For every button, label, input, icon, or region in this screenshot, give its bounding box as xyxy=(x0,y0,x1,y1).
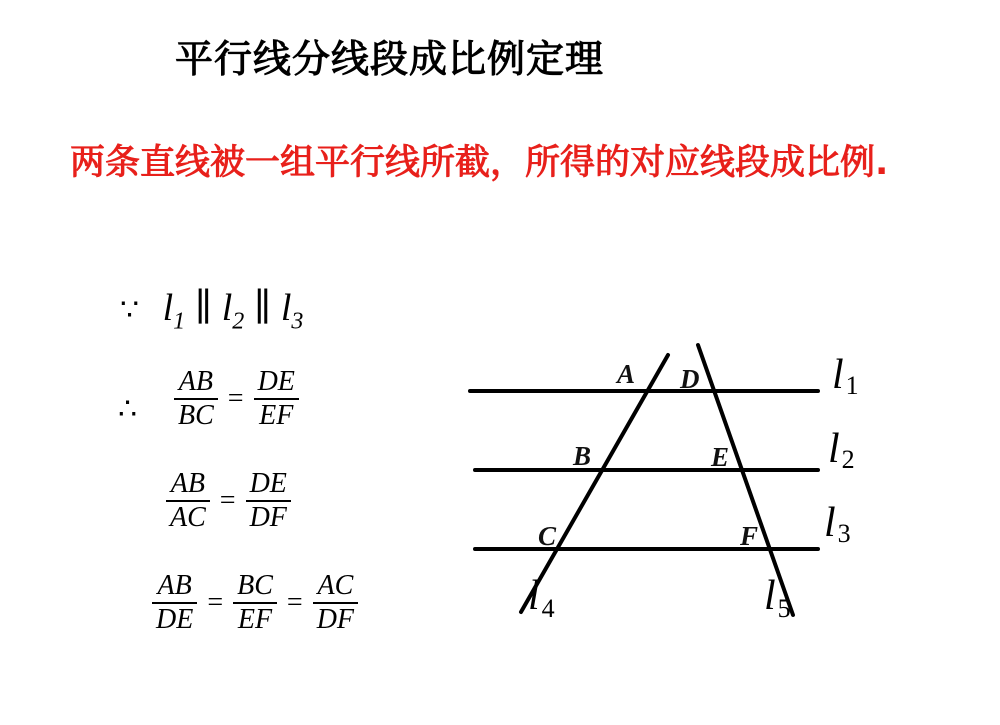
fraction-bc-ef: $\frac{BC}{EF}$ xyxy=(233,570,277,636)
transversal-l4 xyxy=(521,355,668,612)
point-label-c: C xyxy=(538,521,557,551)
equals-sign: = xyxy=(227,383,244,414)
point-label-a: A xyxy=(617,359,636,389)
because-symbol: ∵ xyxy=(120,294,140,327)
point-label-d: D xyxy=(680,364,700,394)
line-l1: $l_1$ xyxy=(162,287,186,335)
point-label-f: F xyxy=(740,521,759,551)
therefore-symbol: ∴ xyxy=(118,393,138,426)
parallel-symbol: ∥ xyxy=(253,287,272,329)
parallel-symbol: ∥ xyxy=(194,287,213,329)
fraction-ac-df: $\frac{AC}{DF}$ xyxy=(313,570,358,636)
theorem-statement: 两条直线被一组平行线所截，所得的对应线段成比例. xyxy=(70,143,889,183)
point-label-e: E xyxy=(711,442,730,472)
line-label-l5: l5 xyxy=(764,573,791,623)
equals-sign: = xyxy=(286,587,303,618)
equals-sign: = xyxy=(219,485,236,516)
fraction-de-df: $\frac{DE}{DF}$ xyxy=(246,468,291,534)
equals-sign: = xyxy=(207,587,224,618)
point-label-b: B xyxy=(573,441,592,471)
fraction-ab-bc: $\frac{AB}{BC}$ xyxy=(174,366,218,432)
fraction-de-ef: $\frac{DE}{EF}$ xyxy=(254,366,299,432)
page-title: 平行线分线段成比例定理 xyxy=(175,37,605,81)
line-label-l3: l3 xyxy=(824,500,851,548)
line-l3: $l_3$ xyxy=(280,287,304,335)
line-label-l1: l1 xyxy=(832,352,859,400)
line-label-l2: l2 xyxy=(828,426,855,474)
line-label-l4: l4 xyxy=(528,573,555,623)
fraction-ab-de: $\frac{AB}{DE}$ xyxy=(152,570,197,636)
fraction-ab-ac: $\frac{AB}{AC}$ xyxy=(166,468,210,534)
transversal-l5 xyxy=(698,345,793,615)
line-l2: $l_2$ xyxy=(221,287,245,335)
